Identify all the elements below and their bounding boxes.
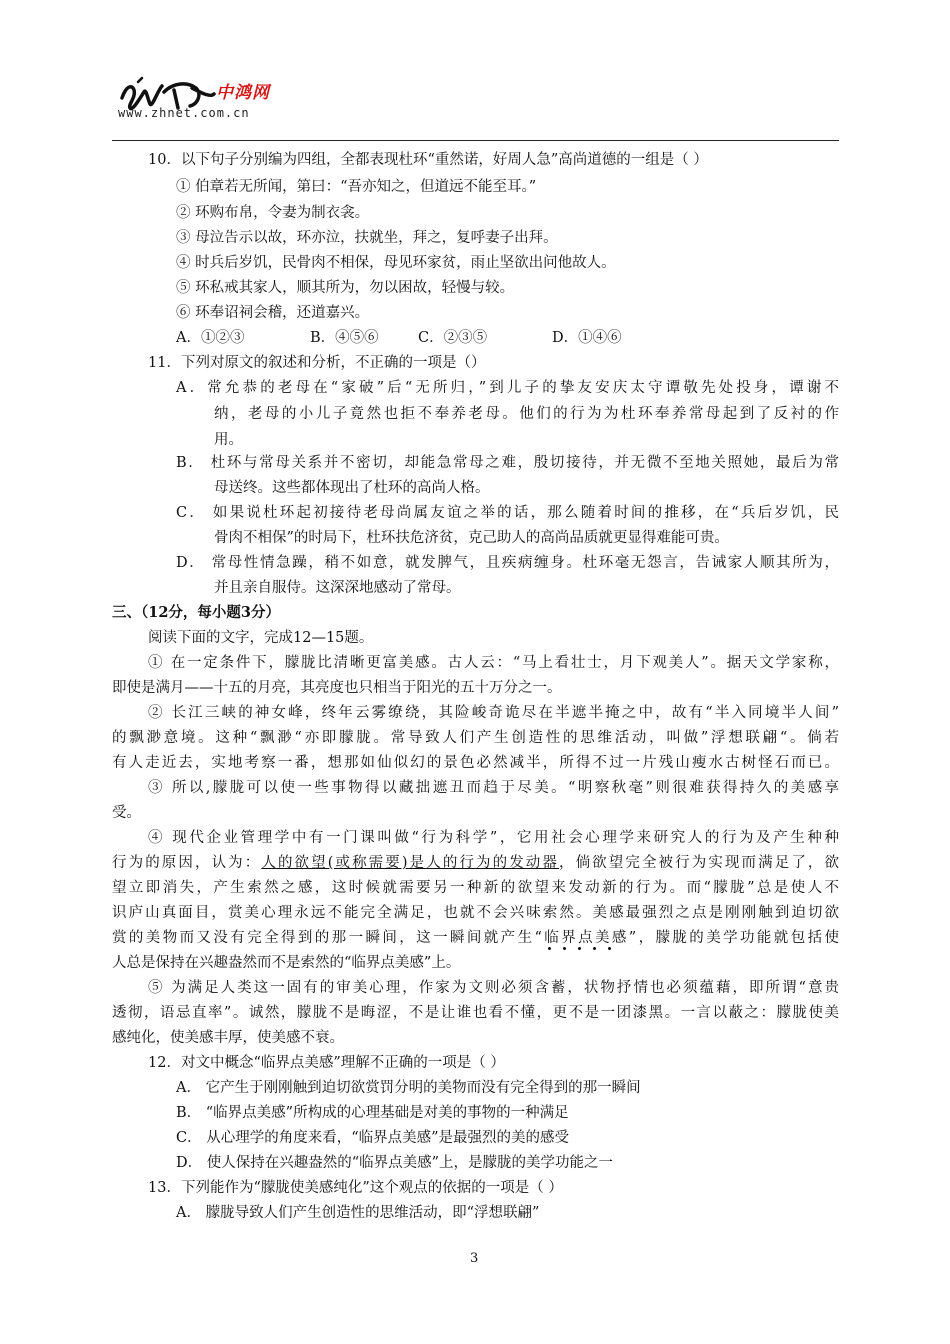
para-3-line-1: ③ 所以,朦胧可以使一些事物得以藏拙遮丑而趋于尽美。“明察秋毫”则很难获得持久的美感享 bbox=[148, 780, 839, 796]
q10-option-d: D．①④⑥ bbox=[552, 330, 622, 346]
q10-stem: 10．以下句子分别编为四组，全都表现杜环“重然诺，好周人急”高尚道德的一组是（ ） bbox=[148, 152, 708, 168]
q11-option-a-line-1: A．常允恭的老母在“家破”后“无所归，”到儿子的挚友安庆太守谭敬先处投身，谭谢不 bbox=[176, 380, 839, 396]
q13-option-a: A． 朦胧导致人们产生创造性的思维活动，即“浮想联翩” bbox=[176, 1205, 540, 1221]
q11-stem: 11．下列对原文的叙述和分析，不正确的一项是（） bbox=[148, 355, 486, 371]
para-3-line-2: 受。 bbox=[112, 805, 141, 821]
q11-option-d-line-2: 并且亲自服侍。这深深地感动了常母。 bbox=[214, 580, 461, 596]
para-1-line-2: 即使是满月——十五的月亮，其亮度也只相当于阳光的五十万分之一。 bbox=[112, 680, 562, 696]
para-4-line-2-post: ，倘欲望完全被行为实现而满足了，欲 bbox=[558, 855, 840, 871]
q13-stem: 13．下列能作为“朦胧使美感纯化”这个观点的依据的一项是（ ） bbox=[148, 1180, 563, 1196]
para-4-line-5-pre: 赏的美物而又没有完全得到的那一瞬间，这一瞬间就产生“ bbox=[112, 930, 542, 946]
q11-option-a-line-3: 用。 bbox=[214, 432, 243, 448]
section-3-heading: 三、（12分，每小题3分） bbox=[112, 604, 281, 621]
para-4-line-5 bbox=[112, 928, 839, 948]
q11-option-c-line-2: 骨肉不相保”的时局下，杜环扶危济贫，克己助人的高尚品质就更显得难能可贵。 bbox=[214, 530, 729, 546]
section-3-intro: 阅读下面的文字，完成12—15题。 bbox=[148, 630, 374, 646]
q12-stem: 12．对文中概念“临界点美感”理解不正确的一项是（ ） bbox=[148, 1055, 505, 1071]
para-5-line-2: 透彻，语忌直率”。诚然，朦胧不是晦涩，不是让谁也看不懂，更不是一团漆黑。一言以蔽之：朦胧使美 bbox=[112, 1005, 839, 1021]
q10-item-3: ③ 母泣告示以故，环亦泣，扶就坐，拜之，复呼妻子出拜。 bbox=[176, 230, 558, 246]
para-1-line-1: ① 在一定条件下，朦胧比清晰更富美感。古人云：“马上看壮士，月下观美人”。据天文学家称， bbox=[148, 655, 839, 671]
para-4-line-4: 识庐山真面目，赏美心理永远不能完全满足，也就不会兴味索然。美感最强烈之点是刚刚触到迫切欲 bbox=[112, 905, 839, 921]
q10-option-a: A．①②③ bbox=[176, 330, 245, 346]
q11-option-c-line-1: C． 如果说杜环起初接待老母尚属友谊之举的话，那么随着时间的推移，在“兵后岁饥，民 bbox=[176, 505, 839, 521]
para-5-line-3: 感纯化，使美感丰厚，使美感不衰。 bbox=[112, 1030, 344, 1046]
q10-item-4: ④ 时兵后岁饥，民骨肉不相保，母见环家贫，雨止坚欲出问他故人。 bbox=[176, 255, 616, 271]
para-4-line-5-post: ”，朦胧的美学功能就包括使 bbox=[628, 930, 839, 946]
q10-item-6: ⑥ 环奉诏祠会稽，还道嘉兴。 bbox=[176, 305, 370, 321]
q11-option-b-line-2: 母送终。这些都体现出了杜环的高尚人格。 bbox=[214, 480, 490, 496]
q12-option-a: A． 它产生于刚刚触到迫切欲赏罚分明的美物而没有完全得到的那一瞬间 bbox=[176, 1080, 641, 1096]
para-4-line-1: ④ 现代企业管理学中有一门课叫做“行为科学”，它用社会心理学来研究人的行为及产生种种 bbox=[148, 830, 839, 846]
q12-option-b: B． “临界点美感”所构成的心理基础是对美的事物的一种满足 bbox=[176, 1105, 569, 1121]
header-divider bbox=[112, 140, 839, 141]
q10-option-b: B．④⑤⑥ bbox=[310, 330, 379, 346]
q10-item-5: ⑤ 环私戒其家人，顺其所为，勿以困故，轻慢与较。 bbox=[176, 280, 515, 296]
q11-option-d-line-1: D． 常母性情急躁，稍不如意，就发脾气，且疾病缠身。杜环毫无怨言，告诫家人顺其所为， bbox=[176, 555, 839, 571]
para-2-line-3: 有人走近去，实地考察一番，想那如仙似幻的景色必然减半，所得不过一片残山瘦水古树怪石而已。 bbox=[112, 755, 839, 771]
emphasized-term-text: 临界点美感 bbox=[541, 930, 629, 946]
para-2-line-2: 的飘渺意境。这种“飘渺“亦即朦胧。常导致人们产生创造性的思维活动，叫做”浮想联翩“。倘若 bbox=[112, 730, 839, 746]
logo-brush-stroke bbox=[122, 84, 214, 109]
para-5-line-1: ⑤ 为满足人类这一固有的审美心理，作家为文则必须含蓄，状物抒情也必须蕴藉，即所谓“意贵 bbox=[148, 980, 839, 996]
logo-url: www.zhnet.com.cn bbox=[118, 106, 250, 120]
q11-option-b-line-1: B． 杜环与常母关系并不密切，却能急常母之难，殷切接待，并无微不至地关照她，最后为常 bbox=[176, 455, 839, 471]
para-4-line-6: 人总是保持在兴趣盎然而不是索然的“临界点美感”上。 bbox=[112, 955, 461, 971]
q11-option-a-line-2: 纳，老母的小儿子竟然也拒不奉养老母。他们的行为为杜环奉养常母起到了反衬的作 bbox=[214, 406, 839, 422]
underlined-key-sentence: 人的欲望(或称需要)是人的行为的发动器 bbox=[261, 855, 559, 871]
para-4-line-2-pre: 行为的原因，认为： bbox=[112, 855, 262, 871]
q10-item-1: ① 伯章若无所闻，第曰：“吾亦知之，但道远不能至耳。” bbox=[176, 179, 537, 195]
q12-option-d: D． 使人保持在兴趣盎然的“临界点美感”上，是朦胧的美学功能之一 bbox=[176, 1155, 614, 1171]
page-number: 3 bbox=[470, 1251, 479, 1266]
para-4-line-2 bbox=[112, 853, 839, 873]
para-4-line-3: 望立即消失，产生索然之感，这时候就需要另一种新的欲望来发动新的行为。而“朦胧”总是使人不 bbox=[112, 880, 839, 896]
q12-option-c: C． 从心理学的角度来看，“临界点美感”是最强烈的美的感受 bbox=[176, 1130, 570, 1146]
q10-option-c: C．②③⑤ bbox=[418, 330, 488, 346]
logo-name: 中鸿网 bbox=[216, 83, 270, 103]
q10-item-2: ② 环购布帛，令妻为制衣衾。 bbox=[176, 205, 370, 221]
para-2-line-1: ② 长江三峡的神女峰，终年云雾缭绕，其险峻奇诡尽在半遮半掩之中，故有“半入同境半人间” bbox=[148, 705, 839, 721]
emphasized-term bbox=[542, 930, 629, 946]
